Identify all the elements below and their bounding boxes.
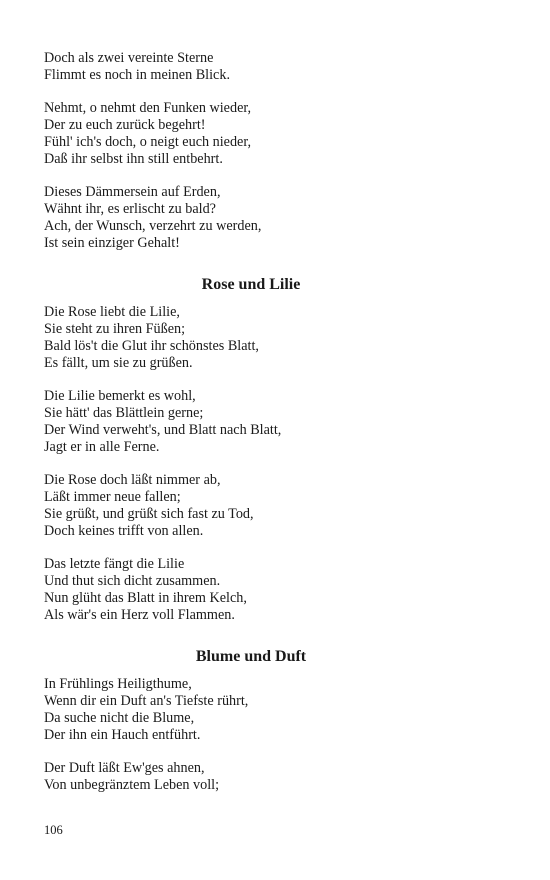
stanza: [44, 50, 514, 84]
stanza: [44, 100, 514, 168]
stanza: [44, 760, 514, 794]
verse-line: Ist sein einziger Gehalt!: [44, 235, 180, 251]
verse-line: Ach, der Wunsch, verzehrt zu werden,: [44, 218, 262, 234]
verse-line: Fühl' ich's doch, o neigt euch nieder,: [44, 134, 252, 150]
verse-line: Jagt er in alle Ferne.: [44, 439, 160, 455]
verse-line: Wenn dir ein Duft an's Tiefste rührt,: [44, 693, 249, 709]
verse-line: In Frühlings Heiligthume,: [44, 676, 192, 692]
continued-poem: [44, 50, 514, 252]
stanza: [44, 184, 514, 252]
verse-line: Flimmt es noch in meinen Blick.: [44, 67, 230, 83]
verse-line: Es fällt, um sie zu grüßen.: [44, 355, 193, 371]
verse-line: Der Duft läßt Ew'ges ahnen,: [44, 760, 205, 776]
verse-line: Die Rose liebt die Lilie,: [44, 304, 180, 320]
stanza: [44, 556, 514, 624]
verse-line: Der ihn ein Hauch entführt.: [44, 727, 201, 743]
stanza: [44, 304, 514, 372]
verse-line: Das letzte fängt die Lilie: [44, 556, 185, 572]
verse-line: Und thut sich dicht zusammen.: [44, 573, 221, 589]
poem-blume-und-duft: [44, 647, 514, 794]
verse-line: Als wär's ein Herz voll Flammen.: [44, 607, 235, 623]
verse-line: Sie hätt' das Blättlein gerne;: [44, 405, 204, 421]
poem-rose-und-lilie: [44, 275, 514, 624]
verse-line: Der zu euch zurück begehrt!: [44, 117, 206, 133]
verse-line: Nun glüht das Blatt in ihrem Kelch,: [44, 590, 247, 606]
verse-line: Wähnt ihr, es erlischt zu bald?: [44, 201, 216, 217]
verse-line: Da suche nicht die Blume,: [44, 710, 195, 726]
verse-line: Nehmt, o nehmt den Funken wieder,: [44, 100, 252, 116]
verse-line: Die Lilie bemerkt es wohl,: [44, 388, 196, 404]
stanza: [44, 676, 514, 744]
verse-line: Daß ihr selbst ihn still entbehrt.: [44, 151, 223, 167]
verse-line: Dieses Dämmersein auf Erden,: [44, 184, 221, 200]
verse-line: Sie steht zu ihren Füßen;: [44, 321, 186, 337]
verse-line: Doch als zwei vereinte Sterne: [44, 50, 214, 66]
verse-line: Bald lös't die Glut ihr schönstes Blatt,: [44, 338, 259, 354]
stanza: [44, 388, 514, 456]
poem-title: Rose und Lilie: [201, 276, 301, 293]
verse-line: Von unbegränztem Leben voll;: [44, 777, 220, 793]
verse-line: Doch keines trifft von allen.: [44, 523, 204, 539]
verse-line: Der Wind verweht's, und Blatt nach Blatt,: [44, 422, 282, 438]
verse-line: Läßt immer neue fallen;: [44, 489, 181, 505]
page-body: [44, 50, 514, 794]
stanza: [44, 472, 514, 540]
verse-line: Sie grüßt, und grüßt sich fast zu Tod,: [44, 506, 254, 522]
page-number: 106: [44, 823, 63, 837]
verse-line: Die Rose doch läßt nimmer ab,: [44, 472, 221, 488]
poem-title: Blume und Duft: [195, 648, 307, 665]
